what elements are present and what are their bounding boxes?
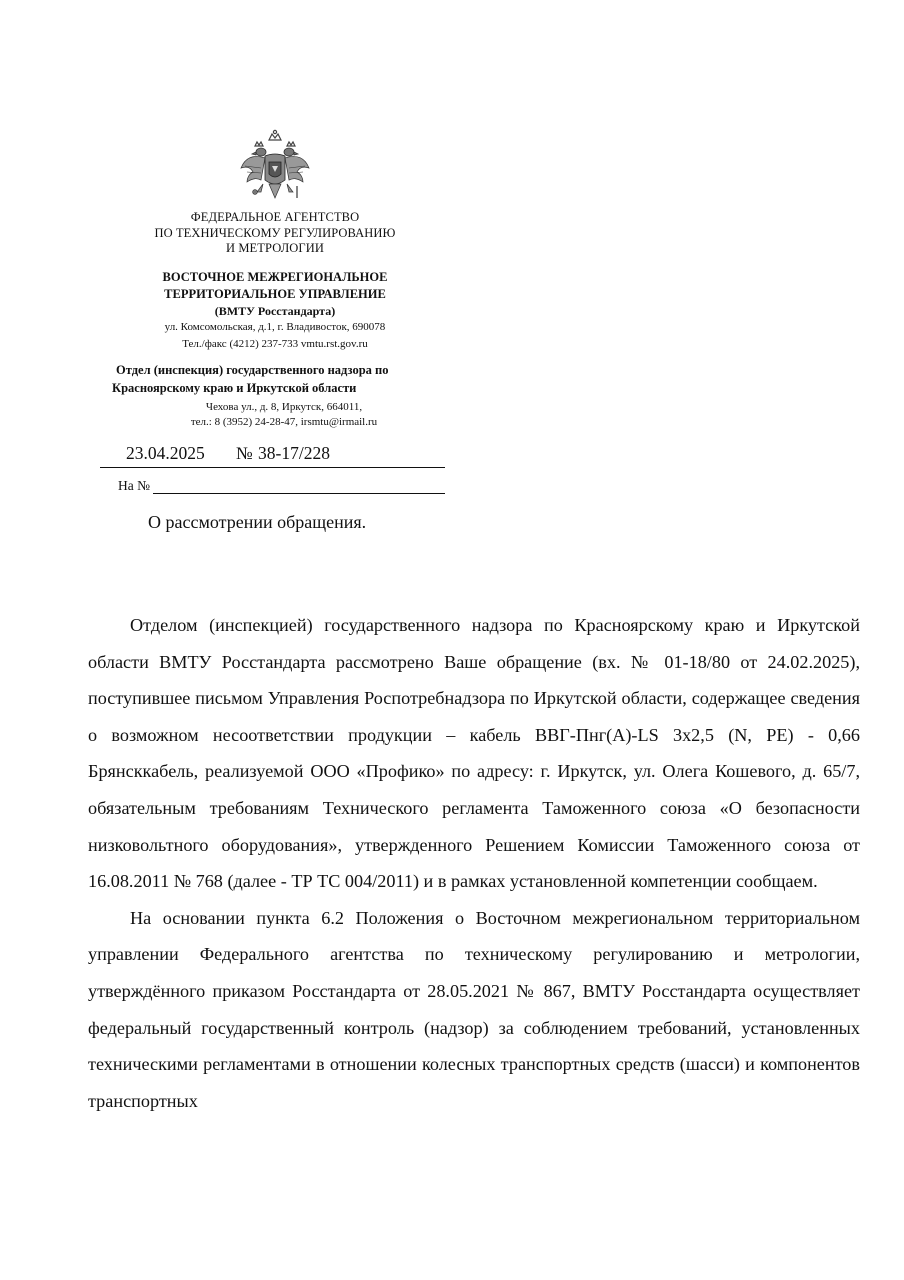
department-line: Отдел (инспекция) государственного надзора по [116, 362, 389, 377]
body-paragraph: Отделом (инспекцией) государственного надзора по Красноярскому краю и Иркутской области ВМТУ Росстандарта рассмотрено Ваше обращение (вх. № 01-18/80 от 24.02.2025), поступившее письмом Управления Роспотребнадзора по Иркутской области, содержащее сведения о возможном несоответствии продукции – кабель ВВГ-Пнг(А)-LS 3х2,5 (N, PE) - 0,66 Брянсккабель, реализуемой ООО «Профико» по адресу: г. Иркутск, ул. Олега Кошевого, д. 65/7, обязательным требованиям Технического регламента Таможенного союза «О безопасности низковольтного оборудования», утвержденного Решением Комиссии Таможенного союза от 16.08.2011 № 768 (далее - ТР ТС 004/2011) и в рамках установленной компетенции сообщаем. [88, 615, 860, 892]
agency-line: ПО ТЕХНИЧЕСКОМУ РЕГУЛИРОВАНИЮ [154, 225, 396, 240]
office-abbreviation: (ВМТУ Росстандарта) [214, 303, 336, 318]
department-name [100, 361, 450, 397]
registration-line [100, 443, 445, 468]
reply-to-blank [153, 493, 445, 494]
body-paragraph: На основании пункта 6.2 Положения о Восточном межрегиональном территориальном управлении Федерального агентства по техническому регулированию и метрологии, утверждённого приказом Росстандарта от 28.05.2021 № 867, ВМТУ Росстандарта осуществляет федеральный государственный контроль (надзор) за соблюдением требований, установленных техническими регламентами в отношении колесных транспортных средств (шасси) и компонентов транспортных [88, 907, 860, 1111]
office-address: ул. Комсомольская, д.1, г. Владивосток, 690078 [164, 320, 386, 333]
letter-body [88, 607, 860, 1119]
russian-emblem-icon [239, 128, 311, 202]
office-line: ВОСТОЧНОЕ МЕЖРЕГИОНАЛЬНОЕ [162, 269, 388, 284]
agency-line: ФЕДЕРАЛЬНОЕ АГЕНТСТВО [190, 210, 360, 224]
department-phone: тел.: 8 (3952) 24-28-47, irsmtu@irmail.ru [190, 415, 378, 428]
letterhead [100, 128, 450, 430]
office-line: ТЕРРИТОРИАЛЬНОЕ УПРАВЛЕНИЕ [164, 286, 386, 301]
reply-to-label: На № [118, 478, 150, 493]
agency-line: И МЕТРОЛОГИИ [225, 241, 325, 255]
number-sign: № [236, 443, 253, 463]
letter-number: 38-17/228 [258, 443, 330, 463]
reply-to-line [118, 478, 445, 495]
letter-date: 23.04.2025 [126, 443, 205, 463]
office-phone: Тел./факс (4212) 237-733 vmtu.rst.gov.ru [182, 337, 368, 350]
agency-name [100, 210, 450, 257]
office-name [100, 269, 450, 319]
department-line: Красноярскому краю и Иркутской области [112, 380, 357, 395]
department-address: Чехова ул., д. 8, Иркутск, 664011, [205, 400, 363, 413]
letter-subject: О рассмотрении обращения. [148, 512, 367, 532]
